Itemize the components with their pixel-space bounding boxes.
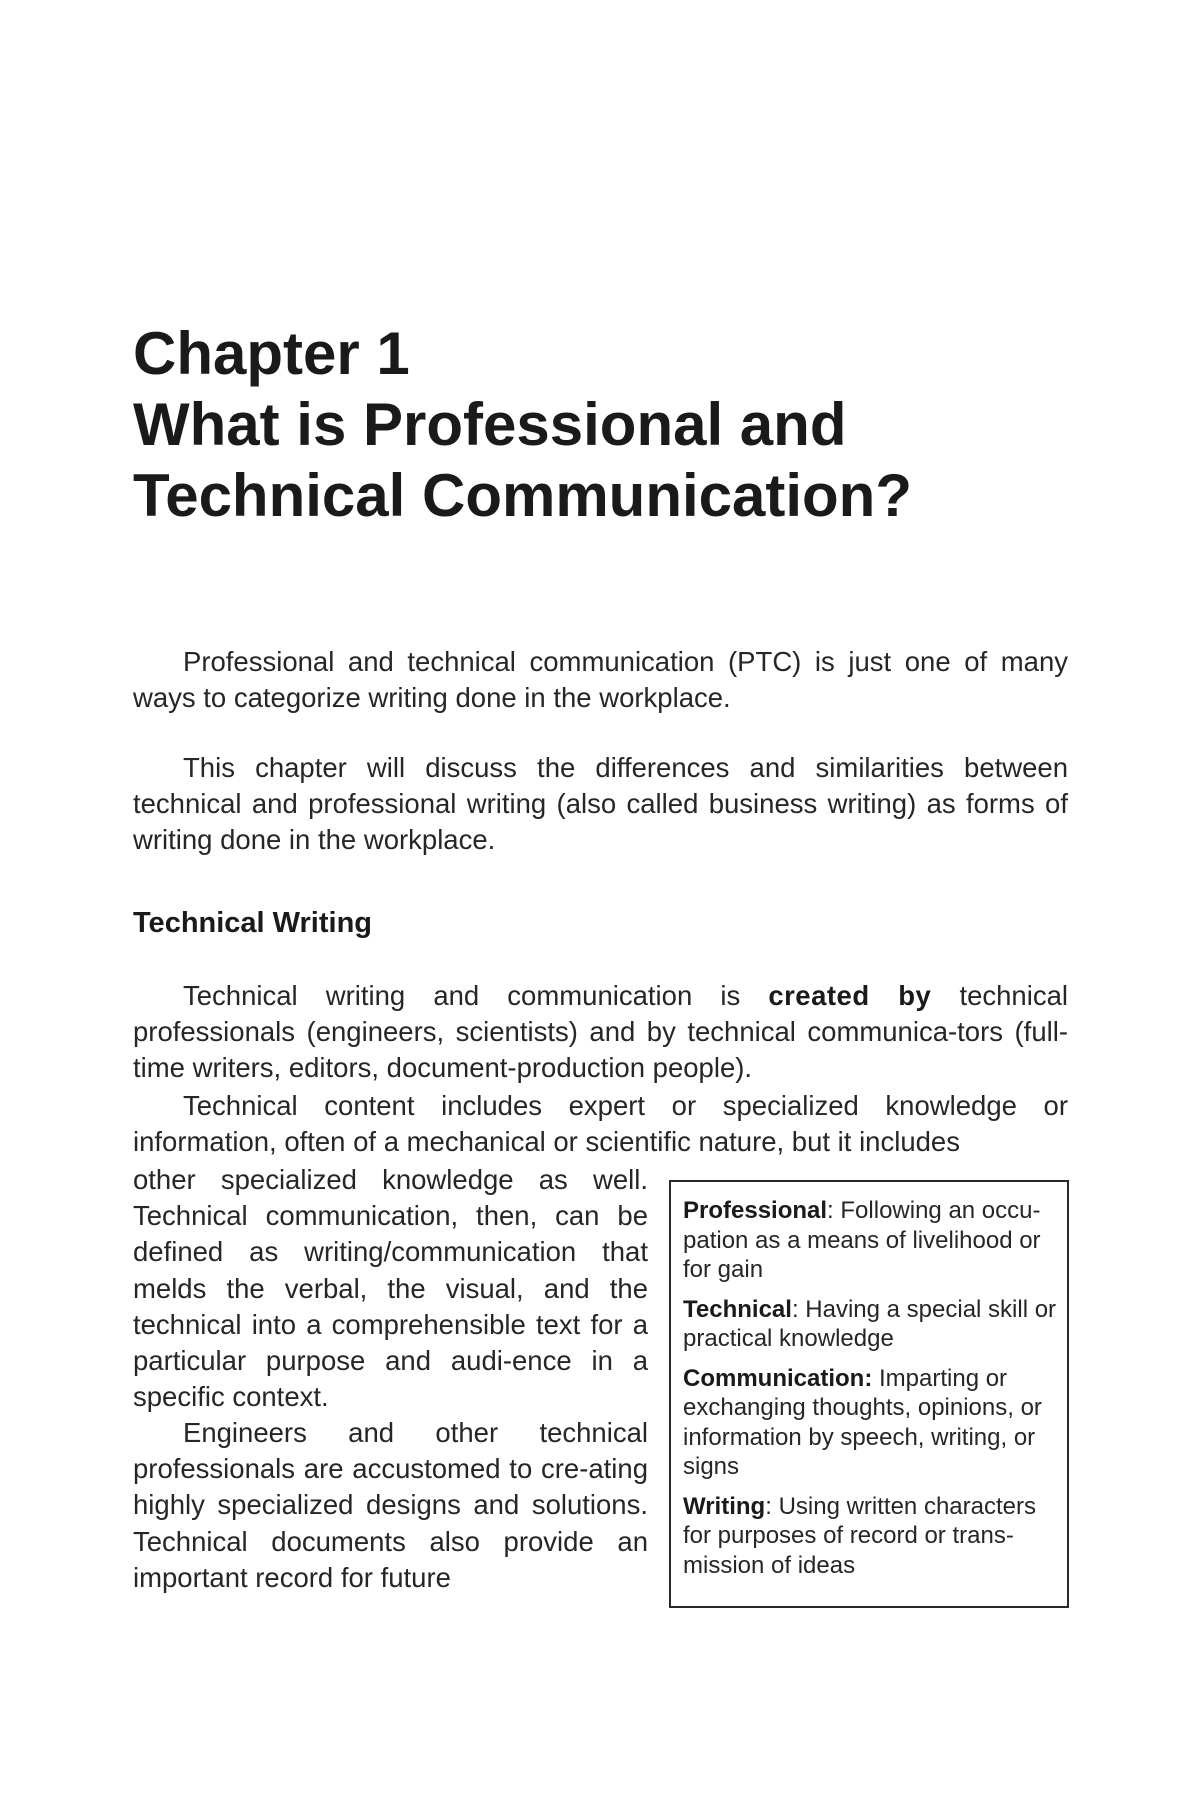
definition-communication xyxy=(683,1364,1057,1482)
chapter-number: Chapter 1 xyxy=(133,320,410,387)
p3-text-start: Technical writing and communication is xyxy=(183,980,769,1011)
definition-text: Following an occu-pation as a means of livelihood or for gain xyxy=(683,1197,1041,1283)
intro-paragraph-2: This chapter will discuss the differences and similarities between technical and professional writing (also called business writing) as forms of writing done in the workplace. xyxy=(133,752,1068,855)
definition-technical: Technical: Having a special skill or practical knowledge xyxy=(683,1295,1057,1352)
definition-text: Imparting or exchanging thoughts, opinions, or information by speech, writing, or signs xyxy=(683,1364,1042,1480)
section-heading: Technical Writing xyxy=(133,907,373,939)
chapter-title xyxy=(133,318,1093,531)
definition-term: Writing xyxy=(683,1492,766,1520)
definition-text: Using written characters for purposes of record or trans-mission of ideas xyxy=(683,1492,1036,1579)
section-paragraph-1 xyxy=(133,978,1068,1086)
definition-term: Technical xyxy=(683,1295,792,1323)
section-paragraph-2-continued: other specialized knowledge as well. Technical communication, then, can be defined as writing/communication that melds the verbal, the visual, and the technical into a comprehensible text for a particular purpose and audi-ence in a specific context. xyxy=(133,1164,648,1413)
intro-paragraph-1: Professional and technical communication (PTC) is just one of many ways to categorize writing done in the workplace. xyxy=(133,646,1068,713)
chapter-title-line-2: Technical Communication? xyxy=(133,462,912,529)
definition-term: Communication: xyxy=(683,1364,873,1392)
emphasis-created-by: created by xyxy=(768,980,932,1011)
definition-writing: Writing: Using written characters for purposes of record or trans-mission of ideas xyxy=(683,1492,1036,1579)
definition-term: Professional xyxy=(683,1197,828,1224)
p3-text-end: technical professionals (engineers, scientists) and by technical communica-tors (full-time writers, editors, document-production people). xyxy=(133,980,1068,1083)
definition-text: Having a special skill or practical knowledge xyxy=(683,1295,1057,1352)
section-paragraph-3: Engineers and other technical professionals are accustomed to cre-ating highly specialized designs and solutions. Technical documents also provide an important record for future xyxy=(133,1417,648,1593)
section-paragraph-2: Technical content includes expert or specialized knowledge or information, often of a mechanical or scientific nature, but it includes xyxy=(133,1090,1068,1157)
definition-professional: Professional: Following an occu-pation as a means of livelihood or for gain xyxy=(683,1197,1041,1283)
definitions-sidebar xyxy=(669,1180,1069,1608)
chapter-title-line-1: What is Professional and xyxy=(133,391,847,458)
